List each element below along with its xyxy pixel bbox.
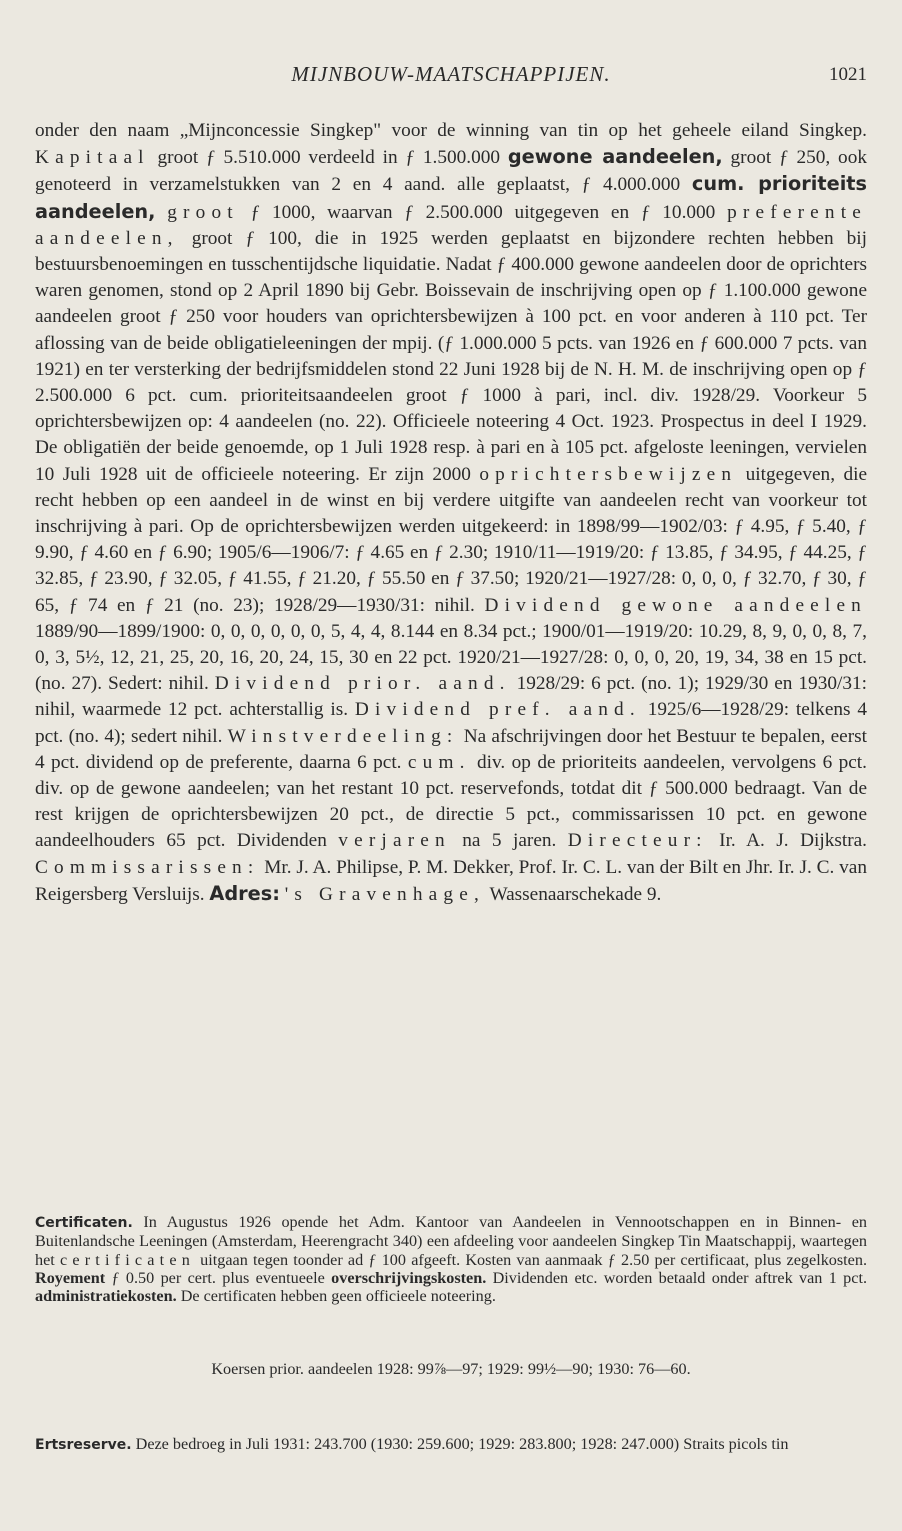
text-segment: uitgegeven, die recht hebben op een aandeel in de winst en bij verdere uitgifte van aandeelen recht van voorkeur tot inschrijving à pari. Op de oprichtersbewijzen werden uitgekeerd: in 1898/99—1902/03: ƒ 4.95, ƒ 5.40, ƒ 9.90, ƒ 4.60 en ƒ 6.90; 1905/6—1906/7: ƒ 4.65 en ƒ 2.30; 1910/11—1919/20: ƒ 13.85, ƒ 34.95, ƒ 44.25, ƒ 32.85, ƒ 23.90, ƒ 32.05, ƒ 41.55, ƒ 21.20, ƒ 55.50 en ƒ 37.50; 1920/21—1927/28: 0, 0, 0, ƒ 32.70, ƒ 30, ƒ 65, ƒ 74 en ƒ 21 (no. 23); 1928/29—1930/31: nihil. <box>35 463 868 616</box>
text-segment: ƒ 0.50 per cert. plus eventueele <box>105 1268 332 1287</box>
main-entry-text <box>35 118 867 908</box>
keyword-royement: Royement <box>35 1268 106 1287</box>
text-segment: ƒ 1000, waarvan ƒ 2.500.000 uitgegeven en ƒ 10.000 <box>238 201 728 223</box>
text-segment <box>155 202 167 223</box>
keyword-dividend-gewone: Dividend gewone aandeelen <box>484 594 867 616</box>
koersen-line: Koersen prior. aandeelen 1928: 99⅞—97; 1929: 99½—90; 1930: 76—60. <box>211 1360 691 1378</box>
keyword-kapitaal: Kapitaal <box>35 147 150 169</box>
text-segment: 1925/6—1928/29: telkens 4 pct. (no. 4); sedert nihil. <box>35 699 867 747</box>
text-segment: groot ƒ 250, ook genoteerd in verzamelstukken van 2 en 4 aand. alle geplaatst, ƒ 4.000.000 <box>35 147 867 196</box>
keyword-administratiekosten: administratiekosten. <box>35 1287 177 1306</box>
ertsreserve-title: Ertsreserve. <box>35 1437 132 1453</box>
text-segment: In Augustus 1926 opende het Adm. Kantoor van Aandeelen in Vennootschappen en in Binnen- en Buitenlandsche Leeningen (Amsterdam, Heerengracht 340) een afdeeling voor aandeelen Singkep Tin Maatschappij, waartegen het <box>35 1213 867 1269</box>
text-segment: groot ƒ 5.510.000 verdeeld in ƒ 1.500.000 <box>149 147 508 169</box>
running-title: MIJNBOUW-MAATSCHAPPIJEN. <box>291 62 611 86</box>
keyword-verjaren: verjaren <box>338 830 451 852</box>
keyword-prioriteits-aandeelen: cum. prioriteits aandeelen, <box>35 172 867 223</box>
ertsreserve-note <box>35 1435 867 1454</box>
keyword-dividend-pref: Dividend pref. aand. <box>354 699 641 721</box>
text-segment: 1889/90—1899/1900: 0, 0, 0, 0, 0, 0, 5, 4, 4, 8.144 en 8.34 pct.; 1900/01—1919/20: 10.29, 8, 9, 0, 0, 8, 7, 0, 3, 5½, 12, 21, 25, 20, 16, 20, 24, 15, 30 en 22 pct. 1920/21—1927/28: 0, 0, 0, 20, 19, 34, 38 en 15 pct. (no. 27). Sedert: nihil. <box>35 620 867 695</box>
keyword-city: 's Gravenhage, <box>284 883 485 905</box>
text-segment: na 5 jaren. <box>450 830 568 852</box>
text-segment: uitgaan tegen toonder ad ƒ 100 afgeeft. Kosten van aanmaak ƒ 2.50 per certificaat, plus zegelkosten. <box>194 1250 868 1269</box>
keyword-commissarissen: Commissarissen: <box>35 856 260 878</box>
keyword-oprichtersbewijzen: oprichtersbewijzen <box>479 463 738 485</box>
page-number: 1021 <box>829 64 867 85</box>
text-segment: Wassenaarschekade 9. <box>484 883 662 905</box>
page-header <box>35 62 867 92</box>
text-segment: Ir. A. J. Dijkstra. <box>707 830 868 852</box>
keyword-certificaten: certificaten <box>59 1250 195 1269</box>
certificaten-title: Certificaten. <box>35 1215 133 1231</box>
text-segment: De certificaten hebben geen officieele noteering. <box>176 1287 496 1306</box>
text-segment: groot ƒ 100, die in 1925 werden geplaatst en bijzondere rechten hebben bij bestuursbenoemingen en tusschentijdsche liquidatie. Nadat ƒ 400.000 gewone aandeelen door de oprichters waren genomen, stond op 2 April 1890 bij Gebr. Boissevain de inschrijving open op ƒ 1.100.000 gewone aandeelen groot ƒ 250 voor houders van oprichtersbewijzen à 100 pct. en voor anderen à 110 pct. Ter aflossing van de beide obligatieleeningen der mpij. (ƒ 1.000.000 5 pcts. van 1926 en ƒ 600.000 7 pcts. van 1921) en ter versterking der bedrijfsmiddelen stond 22 Juni 1928 bij de N. H. M. de inschrijving open op ƒ 2.500.000 6 pct. cum. prioriteitsaandeelen groot ƒ 1000 à pari, incl. div. 1928/29. Voorkeur 5 oprichtersbewijzen op: 4 aandeelen (no. 22). Officieele noteering 4 Oct. 1923. Prospectus in deel I 1929. De obligatiën der beide genoemde, op 1 Juli 1928 resp. à pari en à 105 pct. afgeloste leeningen, vervielen 10 Juli 1928 uit de officieele noteering. Er zijn 2000 <box>35 227 867 485</box>
text-segment: Mr. J. A. Philipse, P. M. Dekker, Prof. Ir. C. L. van der Bilt en Jhr. Ir. J. C. van Reigersberg Versluijs. <box>35 856 867 905</box>
keyword-adres: Adres: <box>209 881 280 905</box>
text-segment: onder den naam „Mijnconcessie Singkep" voor de winning van tin op het geheele eiland Singkep. <box>35 120 867 141</box>
keyword-gewone-aandeelen: gewone aandeelen, <box>507 145 723 169</box>
text-segment: Dividenden etc. worden betaald onder aftrek van 1 pct. <box>486 1268 867 1287</box>
keyword-groot: groot <box>167 201 239 223</box>
text-segment: 1928/29: 6 pct. (no. 1); 1929/30 en 1930/31: nihil, waarmede 12 pct. achterstallig is. <box>35 673 867 721</box>
text-segment: Deze bedroeg in Juli 1931: 243.700 (1930: 259.600; 1929: 283.800; 1928: 247.000) Straits picols tin <box>131 1435 789 1453</box>
keyword-winstverdeeling: Winstverdeeling: <box>227 725 459 747</box>
keyword-preferente-aandeelen: preferente aandeelen, <box>35 201 867 249</box>
keyword-overschrijvingskosten: overschrijvingskosten. <box>331 1268 487 1287</box>
text-segment: Na afschrijvingen door het Bestuur te bepalen, eerst 4 pct. dividend op de preferente, daarna 6 pct. <box>35 725 867 773</box>
keyword-dividend-prior: Dividend prior. aand. <box>214 673 511 695</box>
keyword-cum: cum. <box>407 751 471 773</box>
keyword-directeur: Directeur: <box>567 830 708 852</box>
certificaten-note <box>35 1213 867 1305</box>
text-segment: div. op de prioriteits aandeelen, vervolgens 6 pct. div. op de gewone aandeelen; van het restant 10 pct. reservefonds, totdat dit ƒ 500.000 bedraagt. Van de rest krijgen de oprichtersbewijzen 20 pct., de directie 5 pct., commissarissen 10 pct. en gewone aandeelhouders 65 pct. Dividenden <box>35 751 867 852</box>
